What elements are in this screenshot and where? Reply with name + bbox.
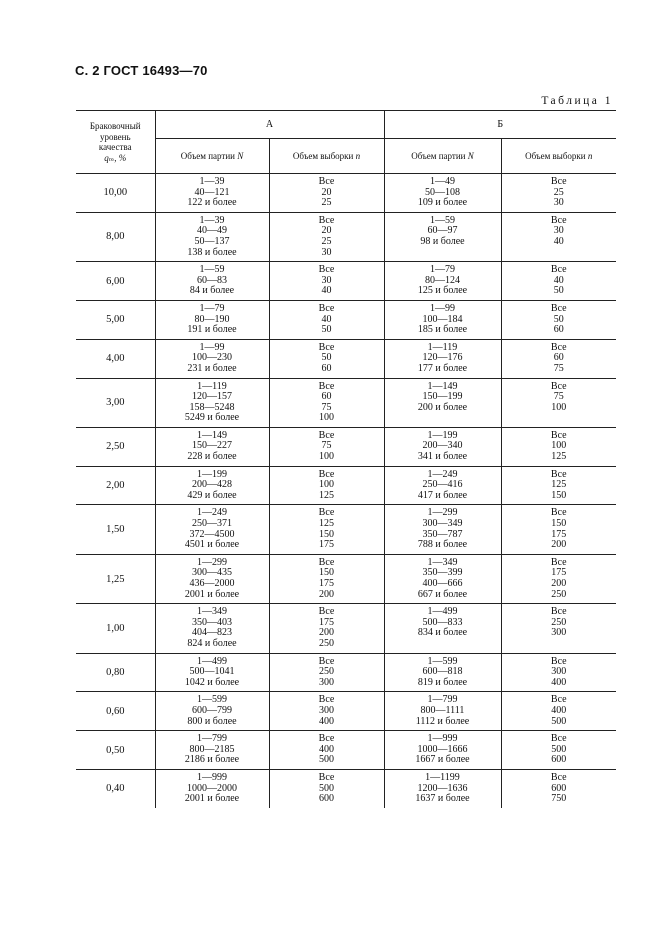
group-a-header: А <box>155 111 384 139</box>
a-lot-value: 40—121 <box>194 186 230 198</box>
a-lot-cell <box>155 262 269 301</box>
a-sample-value: 30 <box>321 274 332 286</box>
b-lot-cell <box>384 731 501 770</box>
b-lot-value: 788 и более <box>417 539 468 551</box>
a-sample-value: 250 <box>319 666 334 678</box>
a-lot-value: 1—39 <box>199 176 225 187</box>
a-sample-value: 500 <box>319 782 334 794</box>
a-sample-value: 50 <box>321 324 332 336</box>
b-sample-value: Все <box>550 380 567 392</box>
a-lot-value: 250—371 <box>192 518 232 530</box>
a-lot-value: 158—5248 <box>189 401 235 413</box>
b-lot-value: 120—176 <box>422 352 463 364</box>
a-sample-value: 40 <box>321 285 332 297</box>
a-lot-value: 1042 и более <box>184 676 240 688</box>
b-lot-value: 200 и более <box>417 401 468 413</box>
a-sample-cell <box>269 692 384 731</box>
a-lot-cell <box>155 604 269 653</box>
a-sample-cell <box>269 604 384 653</box>
a-sample-value: 175 <box>319 539 334 551</box>
a-sample-value: 100 <box>319 479 334 491</box>
b-lot-value: 350—399 <box>422 567 463 579</box>
a-lot-value: 150—227 <box>192 440 232 452</box>
b-sample-cell <box>501 692 616 731</box>
b-sample-value: 200 <box>551 578 567 589</box>
group-b-header: Б <box>384 111 616 139</box>
b-sample-cell <box>501 769 616 807</box>
b-lot-value: 1667 и более <box>415 754 470 766</box>
a-sample-value: 175 <box>319 578 334 589</box>
a-lot-cell <box>155 505 269 554</box>
b-sample-value: 100 <box>551 440 567 452</box>
b-lot-value: 80—124 <box>425 274 460 286</box>
a-sample-value: 300 <box>319 704 334 716</box>
a-sample-cell <box>269 466 384 505</box>
b-sample-value: 600 <box>551 754 567 766</box>
a-lot-value: 228 и более <box>187 451 237 463</box>
b-sample-value: 40 <box>553 235 564 247</box>
a-sample-value: Все <box>318 733 335 745</box>
a-lot-value: 84 и более <box>189 285 235 297</box>
table-caption: Таблица 1 <box>541 95 613 107</box>
a-lot-value: 1—99 <box>199 341 225 353</box>
a-sample-cell <box>269 769 384 807</box>
b-sample-value: Все <box>550 176 567 187</box>
b-lot-value: 819 и более <box>417 676 468 688</box>
b-lot-value: 1—599 <box>427 655 458 667</box>
quality-level-cell: 6,00 <box>106 275 125 287</box>
a-lot-value: 1—249 <box>197 507 227 519</box>
table-row <box>76 692 616 731</box>
a-sample-value: 600 <box>319 793 334 805</box>
b-sample-value: 25 <box>553 186 564 198</box>
b-sample-value: 125 <box>551 479 567 491</box>
a-lot-value: 1—349 <box>197 606 227 618</box>
a-sample-value: 200 <box>319 588 334 600</box>
a-sample-value: Все <box>318 264 335 276</box>
a-sample-value: 60 <box>321 391 332 403</box>
page-header: С. 2 ГОСТ 16493—70 <box>75 63 208 78</box>
b-lot-cell <box>384 692 501 731</box>
b-lot-cell <box>384 604 501 653</box>
b-lot-value: 1—1199 <box>425 771 460 783</box>
a-lot-cell <box>155 378 269 427</box>
a-lot-cell <box>155 554 269 603</box>
a-sample-value: Все <box>318 176 335 187</box>
b-sample-value: 600 <box>551 782 567 794</box>
quality-level-cell: 1,00 <box>106 622 125 634</box>
b-lot-value: 1—299 <box>427 507 458 519</box>
b-lot-size-header: Объем партии N <box>384 139 501 174</box>
b-lot-value: 1—119 <box>427 341 458 353</box>
b-lot-value: 600—818 <box>422 666 463 678</box>
b-sample-cell <box>501 300 616 339</box>
b-sample-cell <box>501 427 616 466</box>
b-sample-value: 400 <box>551 704 567 716</box>
table-row <box>76 653 616 692</box>
b-sample-value: Все <box>550 429 567 441</box>
quality-level-cell: 2,50 <box>106 441 125 453</box>
a-sample-size-header: Объем выборки n <box>269 139 384 174</box>
b-lot-cell <box>384 653 501 692</box>
a-sample-value: 300 <box>319 676 334 688</box>
b-lot-value: 341 и более <box>417 451 468 463</box>
b-lot-cell <box>384 262 501 301</box>
a-sample-value: Все <box>318 429 335 441</box>
sampling-table <box>76 110 616 808</box>
b-sample-value: 200 <box>551 539 567 551</box>
level-header: Браковочный уровень качества qₘ, % <box>89 121 141 163</box>
a-lot-size-header: Объем партии N <box>155 139 269 174</box>
b-sample-value: 60 <box>553 324 564 336</box>
quality-level-cell: 2,00 <box>106 480 125 492</box>
a-lot-cell <box>155 427 269 466</box>
b-sample-value: Все <box>550 606 567 618</box>
b-sample-value: Все <box>550 214 567 226</box>
a-lot-cell <box>155 300 269 339</box>
a-lot-value: 120—157 <box>192 391 232 403</box>
b-sample-value: 250 <box>551 588 567 600</box>
a-sample-value: Все <box>318 302 335 314</box>
table-row <box>76 731 616 770</box>
a-lot-value: 1—79 <box>199 302 225 314</box>
b-lot-value: 400—666 <box>422 578 463 589</box>
b-lot-value: 1—199 <box>427 429 458 441</box>
b-sample-cell <box>501 505 616 554</box>
table-row <box>76 769 616 807</box>
b-sample-value: 60 <box>553 352 564 364</box>
b-sample-value: 300 <box>551 627 567 639</box>
b-sample-cell <box>501 604 616 653</box>
a-lot-cell <box>155 212 269 261</box>
a-sample-value: Все <box>318 380 335 392</box>
quality-level-cell: 1,50 <box>106 524 125 536</box>
b-sample-value: 30 <box>553 225 564 237</box>
b-sample-value: 40 <box>553 274 564 286</box>
a-lot-value: 500—1041 <box>189 666 235 678</box>
b-sample-value: 50 <box>553 285 564 297</box>
a-lot-value: 350—403 <box>192 616 232 628</box>
a-lot-cell <box>155 466 269 505</box>
b-lot-value: 1637 и более <box>415 793 470 805</box>
b-sample-cell <box>501 653 616 692</box>
a-sample-cell <box>269 427 384 466</box>
b-lot-cell <box>384 427 501 466</box>
a-lot-value: 4501 и более <box>184 539 240 551</box>
b-lot-value: 1—79 <box>430 264 455 276</box>
a-sample-value: 75 <box>321 440 332 452</box>
b-sample-value: Все <box>550 341 567 353</box>
quality-level-cell: 1,25 <box>106 573 125 585</box>
a-sample-cell <box>269 505 384 554</box>
b-lot-cell <box>384 466 501 505</box>
a-sample-cell <box>269 653 384 692</box>
b-sample-value: 500 <box>551 743 567 755</box>
b-lot-value: 1200—1636 <box>417 782 468 794</box>
a-lot-value: 138 и более <box>187 246 237 258</box>
a-sample-cell <box>269 339 384 378</box>
a-sample-value: 100 <box>319 412 334 424</box>
b-sample-cell <box>501 378 616 427</box>
quality-level-cell: 10,00 <box>103 187 128 199</box>
a-lot-value: 40—49 <box>197 225 227 237</box>
a-sample-cell <box>269 731 384 770</box>
b-sample-value: 250 <box>551 616 567 628</box>
a-lot-value: 372—4500 <box>189 528 235 540</box>
a-sample-value: 250 <box>319 637 334 649</box>
a-lot-value: 2001 и более <box>184 588 240 600</box>
b-sample-value: Все <box>550 264 567 276</box>
quality-level-cell: 3,00 <box>106 397 125 409</box>
b-lot-value: 109 и более <box>417 197 468 209</box>
table-row <box>76 339 616 378</box>
b-lot-value: 185 и более <box>417 324 468 336</box>
b-lot-value: 200—340 <box>422 440 463 452</box>
table-row <box>76 554 616 603</box>
a-lot-value: 1—499 <box>197 655 227 667</box>
b-lot-value: 417 и более <box>417 489 468 501</box>
b-sample-value: Все <box>550 733 567 745</box>
a-sample-value: Все <box>318 214 335 226</box>
a-sample-value: 150 <box>319 567 334 579</box>
a-lot-cell <box>155 731 269 770</box>
a-lot-value: 122 и более <box>187 197 237 209</box>
quality-level-cell: 8,00 <box>106 231 125 243</box>
b-sample-value: Все <box>550 302 567 314</box>
a-sample-value: 60 <box>321 362 332 374</box>
b-sample-value: Все <box>550 556 567 568</box>
a-lot-value: 1—799 <box>197 733 227 745</box>
b-sample-value: 400 <box>551 676 567 688</box>
a-sample-value: 30 <box>321 246 332 258</box>
a-lot-cell <box>155 174 269 213</box>
a-lot-value: 231 и более <box>187 362 237 374</box>
b-sample-value: 75 <box>553 391 564 403</box>
b-lot-value: 1—149 <box>427 380 458 392</box>
b-lot-value: 1—999 <box>427 733 458 745</box>
a-lot-value: 436—2000 <box>189 578 235 589</box>
a-lot-value: 429 и более <box>187 489 237 501</box>
a-lot-value: 50—137 <box>194 235 230 247</box>
a-lot-value: 2186 и более <box>184 754 240 766</box>
a-sample-value: 400 <box>319 715 334 727</box>
b-sample-value: 175 <box>551 528 567 540</box>
b-sample-value: Все <box>550 655 567 667</box>
b-lot-value: 1000—1666 <box>417 743 468 755</box>
a-sample-value: Все <box>318 507 335 519</box>
b-sample-value: 175 <box>551 567 567 579</box>
a-lot-value: 1—59 <box>199 264 225 276</box>
b-sample-cell <box>501 339 616 378</box>
b-lot-value: 60—97 <box>427 225 458 237</box>
a-sample-cell <box>269 554 384 603</box>
a-lot-value: 800 и более <box>187 715 237 727</box>
table-row <box>76 262 616 301</box>
b-sample-cell <box>501 466 616 505</box>
a-lot-cell <box>155 339 269 378</box>
a-sample-value: 40 <box>321 313 332 325</box>
table-row <box>76 505 616 554</box>
a-lot-value: 80—190 <box>194 313 230 325</box>
b-sample-cell <box>501 212 616 261</box>
b-lot-cell <box>384 554 501 603</box>
b-lot-value: 1—249 <box>427 468 458 480</box>
b-lot-value: 1112 и более <box>415 715 470 727</box>
b-lot-cell <box>384 769 501 807</box>
b-sample-value: 75 <box>553 362 564 374</box>
b-lot-value: 150—199 <box>422 391 463 403</box>
a-lot-value: 800—2185 <box>189 743 235 755</box>
b-lot-value: 250—416 <box>422 479 463 491</box>
a-lot-value: 600—799 <box>192 704 232 716</box>
a-lot-value: 1—119 <box>197 380 227 392</box>
b-lot-value: 50—108 <box>425 186 460 198</box>
a-lot-value: 1—149 <box>197 429 227 441</box>
table-row <box>76 174 616 213</box>
a-lot-value: 100—230 <box>192 352 232 364</box>
a-sample-value: 50 <box>321 352 332 364</box>
a-sample-cell <box>269 262 384 301</box>
a-sample-value: Все <box>318 771 335 783</box>
a-sample-value: Все <box>318 655 335 667</box>
table-body <box>76 174 616 808</box>
a-sample-value: Все <box>318 606 335 618</box>
a-lot-value: 404—823 <box>192 627 232 639</box>
a-lot-value: 1—299 <box>197 556 227 568</box>
a-sample-value: 175 <box>319 616 334 628</box>
quality-level-cell: 4,00 <box>106 353 125 365</box>
a-sample-value: 100 <box>319 451 334 463</box>
a-lot-value: 5249 и более <box>184 412 240 424</box>
table-row <box>76 427 616 466</box>
a-sample-value: 400 <box>319 743 334 755</box>
b-sample-cell <box>501 262 616 301</box>
a-sample-value: Все <box>318 694 335 706</box>
table-row <box>76 378 616 427</box>
a-sample-value: 20 <box>321 186 332 198</box>
b-lot-value: 1—99 <box>430 302 455 314</box>
b-sample-value: Все <box>550 468 567 480</box>
b-lot-cell <box>384 212 501 261</box>
a-lot-value: 60—83 <box>197 274 227 286</box>
b-lot-value: 300—349 <box>422 518 463 530</box>
a-sample-value: 25 <box>321 197 332 209</box>
b-lot-value: 667 и более <box>417 588 468 600</box>
b-lot-value: 1—499 <box>427 606 458 618</box>
b-lot-cell <box>384 378 501 427</box>
b-lot-value: 500—833 <box>422 616 463 628</box>
b-sample-value: 50 <box>553 313 564 325</box>
b-sample-value: 750 <box>551 793 567 805</box>
a-sample-cell <box>269 212 384 261</box>
a-lot-value: 1—199 <box>197 468 227 480</box>
b-sample-value: 150 <box>551 518 567 530</box>
a-sample-value: 150 <box>319 528 334 540</box>
b-lot-value: 177 и более <box>417 362 468 374</box>
a-lot-value: 1000—2000 <box>187 782 237 794</box>
b-sample-size-header: Объем выборки n <box>501 139 616 174</box>
a-lot-value: 1—599 <box>197 694 227 706</box>
b-sample-value: 300 <box>551 666 567 678</box>
quality-level-cell: 0,60 <box>106 705 125 717</box>
b-sample-cell <box>501 731 616 770</box>
a-lot-value: 300—435 <box>192 567 232 579</box>
a-sample-value: 25 <box>321 235 332 247</box>
a-sample-value: Все <box>318 341 335 353</box>
b-sample-value: Все <box>550 694 567 706</box>
a-sample-value: 500 <box>319 754 334 766</box>
a-lot-value: 2001 и более <box>184 793 240 805</box>
b-lot-value: 125 и более <box>417 285 468 297</box>
a-sample-cell <box>269 174 384 213</box>
b-lot-value: 100—184 <box>422 313 463 325</box>
table-row <box>76 466 616 505</box>
a-sample-value: 125 <box>319 518 334 530</box>
a-sample-value: 75 <box>321 401 332 413</box>
table-row <box>76 604 616 653</box>
b-sample-value: 150 <box>551 489 567 501</box>
a-sample-value: Все <box>318 468 335 480</box>
b-lot-value: 98 и более <box>420 235 465 247</box>
a-lot-cell <box>155 653 269 692</box>
b-lot-value: 1—59 <box>430 214 455 226</box>
a-sample-value: 20 <box>321 225 332 237</box>
b-lot-cell <box>384 339 501 378</box>
quality-level-cell: 5,00 <box>106 314 125 326</box>
b-lot-cell <box>384 505 501 554</box>
b-lot-cell <box>384 174 501 213</box>
b-sample-value: 100 <box>551 401 567 413</box>
b-sample-value: 30 <box>553 197 564 209</box>
a-lot-value: 1—999 <box>197 771 227 783</box>
b-lot-value: 834 и более <box>417 627 468 639</box>
b-lot-value: 800—1111 <box>420 704 465 716</box>
b-sample-value: 500 <box>551 715 567 727</box>
quality-level-cell: 0,80 <box>106 666 125 678</box>
table-row <box>76 300 616 339</box>
a-sample-value: 200 <box>319 627 334 639</box>
b-sample-value: Все <box>550 507 567 519</box>
a-lot-value: 200—428 <box>192 479 232 491</box>
table-row <box>76 212 616 261</box>
b-lot-cell <box>384 300 501 339</box>
a-lot-value: 1—39 <box>199 214 225 226</box>
b-sample-cell <box>501 554 616 603</box>
quality-level-cell: 0,40 <box>106 783 125 795</box>
quality-level-cell: 0,50 <box>106 744 125 756</box>
b-lot-value: 350—787 <box>422 528 463 540</box>
b-lot-value: 1—799 <box>427 694 458 706</box>
b-lot-value: 1—349 <box>427 556 458 568</box>
a-sample-value: Все <box>318 556 335 568</box>
b-sample-value: Все <box>550 771 567 783</box>
b-sample-value: 125 <box>551 451 567 463</box>
a-lot-cell <box>155 692 269 731</box>
a-lot-value: 191 и более <box>187 324 237 336</box>
a-lot-cell <box>155 769 269 807</box>
b-lot-value: 1—49 <box>430 176 455 187</box>
a-sample-value: 125 <box>319 489 334 501</box>
a-sample-cell <box>269 378 384 427</box>
a-lot-value: 824 и более <box>187 637 237 649</box>
b-sample-cell <box>501 174 616 213</box>
a-sample-cell <box>269 300 384 339</box>
